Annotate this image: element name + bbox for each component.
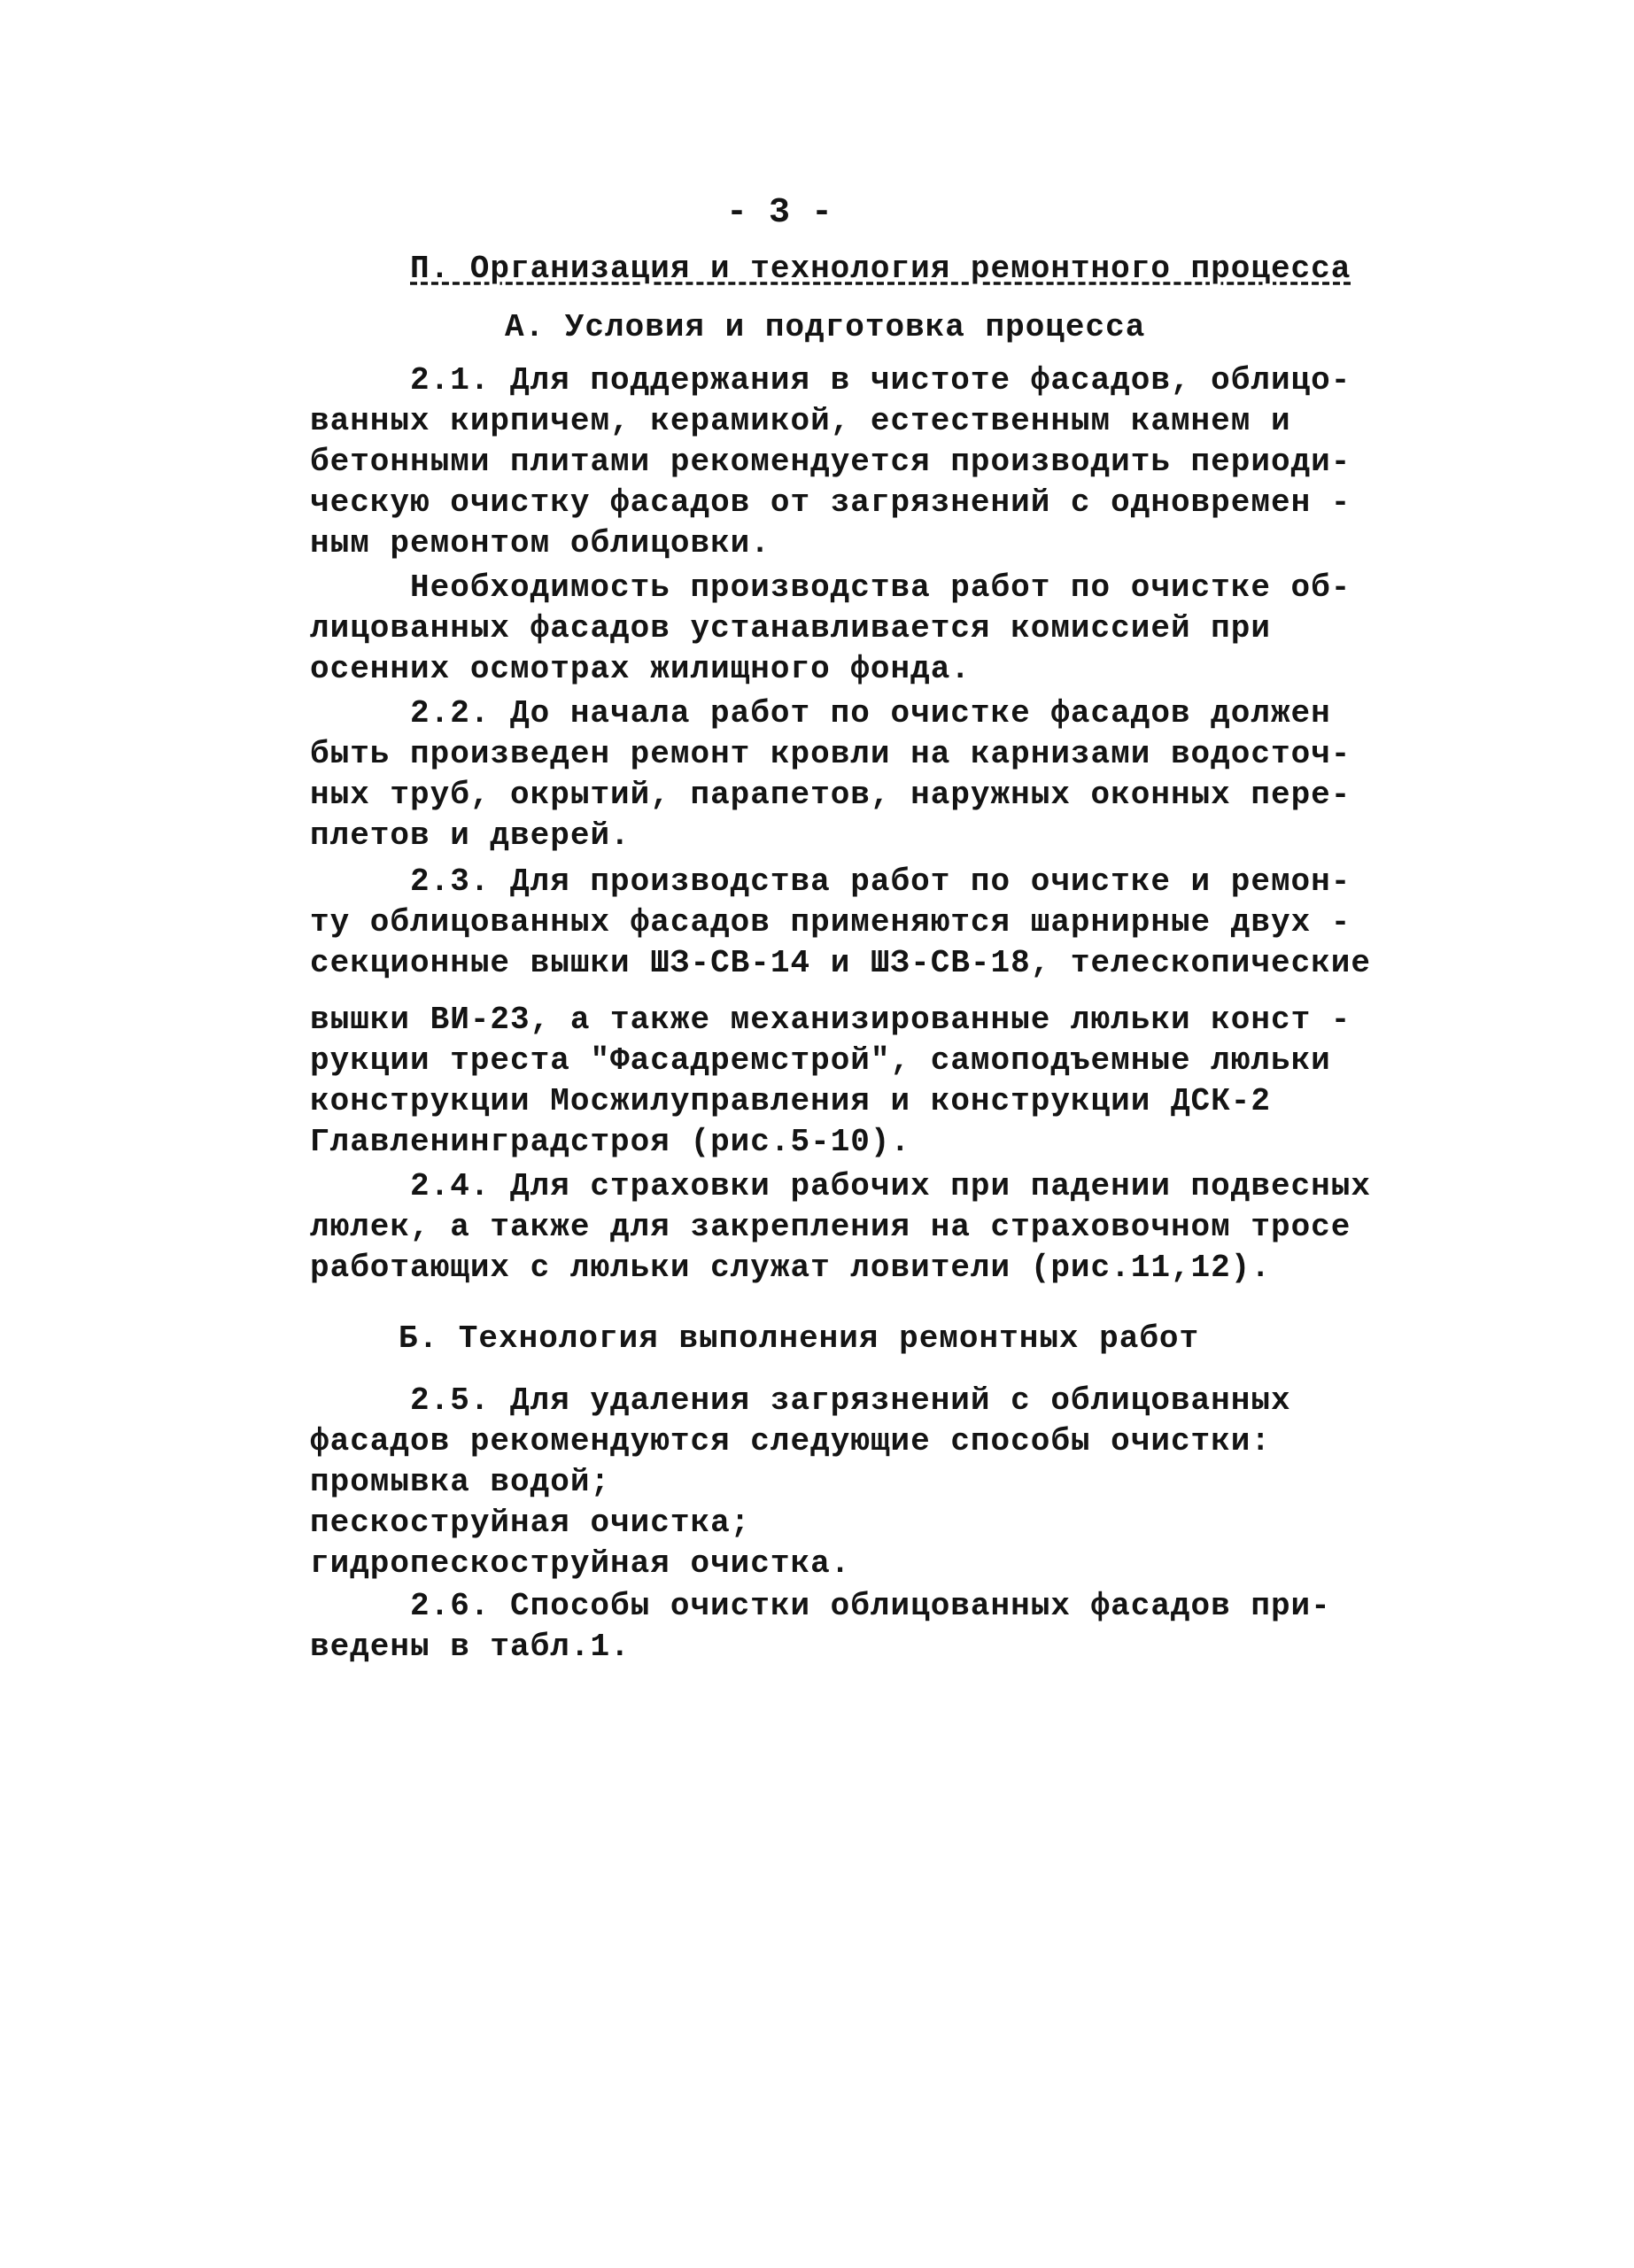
paragraph-2-1-line: бетонными плитами рекомендуется производить периоди- [310,444,1351,480]
subsection-b-title: Б. Технология выполнения ремонтных работ [399,1320,1200,1357]
paragraph-2-3-line: секционные вышки ШЗ-СВ-14 и ШЗ-СВ-18, телескопические [310,945,1371,981]
paragraph-2-2-line: ных труб, окрытий, парапетов, наружных оконных пере- [310,777,1351,813]
paragraph-2-4-line: люлек, а также для закрепления на страховочном тросе [310,1209,1351,1245]
paragraph-necessity-line: лицованных фасадов устанавливается комиссией при [310,610,1271,646]
paragraph-2-2-line: 2.2. До начала работ по очистке фасадов должен [410,695,1331,731]
paragraph-2-3-line: 2.3. Для производства работ по очистке и ремон- [410,863,1351,900]
paragraph-2-5-line: 2.5. Для удаления загрязнений с облицованных [410,1382,1291,1419]
paragraph-2-2-line: быть произведен ремонт кровли на карнизами водосточ- [310,736,1351,772]
paragraph-2-2-line: плетов и дверей. [310,817,631,854]
paragraph-2-1-line: ванных кирпичем, керамикой, естественным камнем и [310,403,1291,439]
paragraph-2-1-line: ческую очистку фасадов от загрязнений с одновремен - [310,484,1351,521]
paragraph-2-6-line: 2.6. Способы очистки облицованных фасадов при- [410,1588,1331,1624]
paragraph-2-3-line: рукции треста "Фасадремстрой", самоподъемные люльки [310,1042,1331,1079]
paragraph-necessity-line: Необходимость производства работ по очистке об- [410,569,1351,606]
paragraph-2-3-line: Главленинградстроя (рис.5-10). [310,1124,911,1160]
paragraph-2-3-line: вышки ВИ-23, а также механизированные люльки конст - [310,1002,1351,1038]
paragraph-necessity-line: осенних осмотрах жилищного фонда. [310,651,971,687]
paragraph-2-5-line: фасадов рекомендуются следующие способы очистки: [310,1423,1271,1459]
paragraph-2-3-line: ту облицованных фасадов применяются шарнирные двух - [310,904,1351,940]
subsection-a-title: А. Условия и подготовка процесса [505,309,1146,345]
paragraph-2-3-line: конструкции Мосжилуправления и конструкции ДСК-2 [310,1083,1271,1119]
paragraph-2-4-line: работающих с люльки служат ловители (рис.11,12). [310,1250,1271,1286]
paragraph-2-1-line: 2.1. Для поддержания в чистоте фасадов, облицо- [410,362,1351,399]
paragraph-2-1-line: ным ремонтом облицовки. [310,525,771,561]
paragraph-2-4-line: 2.4. Для страховки рабочих при падении подвесных [410,1168,1371,1204]
paragraph-2-5-line: пескоструйная очистка; [310,1505,751,1541]
section-title: П. Организация и технология ремонтного процесса [410,251,1351,287]
paragraph-2-5-line: гидропескоструйная очистка. [310,1545,851,1582]
page-number: - 3 - [726,193,833,233]
paragraph-2-5-line: промывка водой; [310,1464,611,1500]
paragraph-2-6-line: ведены в табл.1. [310,1629,631,1665]
